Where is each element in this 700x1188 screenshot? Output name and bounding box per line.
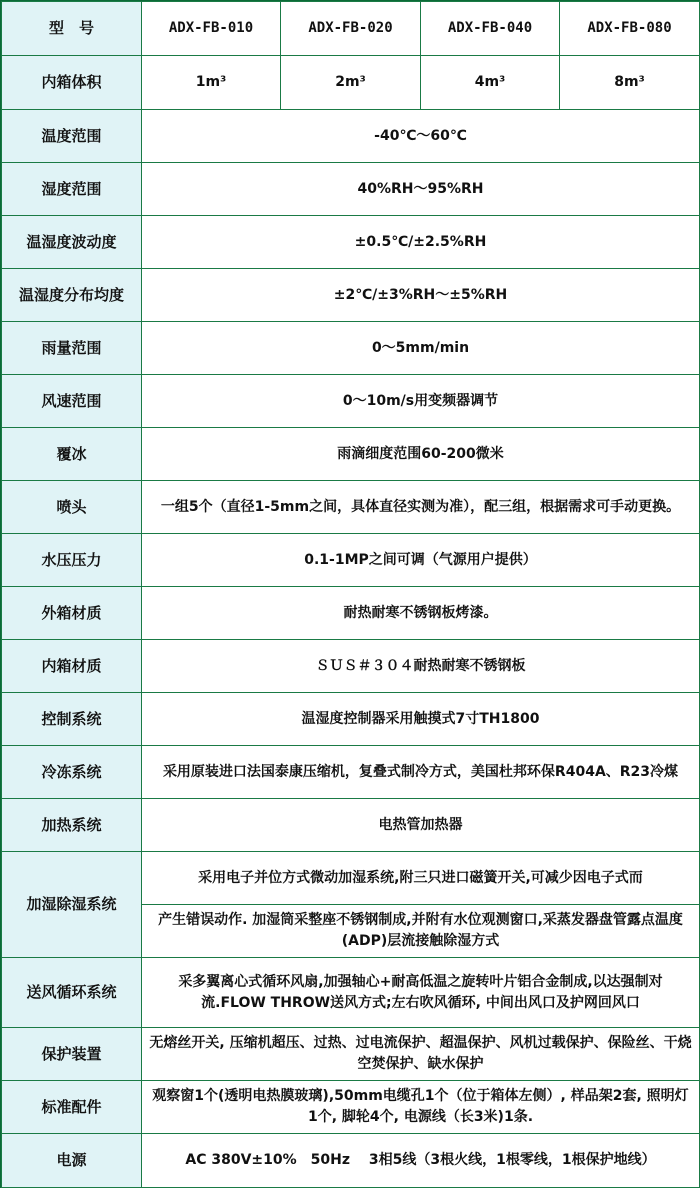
spec-value: 一组5个（直径1-5mm之间，具体直径实测为准），配三组，根据需求可手动更换。 — [142, 481, 700, 534]
spec-row — [2, 534, 700, 587]
spec-value: 无熔丝开关, 压缩机超压、过热、过电流保护、超温保护、风机过载保护、保险丝、干烧空焚保护、缺水保护 — [142, 1028, 700, 1081]
spec-value: ±2℃/±3%RH～±5%RH — [142, 269, 700, 322]
spec-label: 外箱材质 — [2, 587, 142, 640]
spec-label: 冷冻系统 — [2, 746, 142, 799]
spec-value: 40%RH～95%RH — [142, 163, 700, 216]
spec-label: 保护装置 — [2, 1028, 142, 1081]
spec-label: 标准配件 — [2, 1081, 142, 1134]
spec-label: 湿度范围 — [2, 163, 142, 216]
spec-value: 雨滴细度范围60-200微米 — [142, 428, 700, 481]
model-cell: ADX-FB-020 — [281, 2, 421, 56]
spec-value: 观察窗1个(透明电热膜玻璃),50mm电缆孔1个（位于箱体左侧）, 样品架2套, 照明灯1个, 脚轮4个, 电源线（长3米)1条. — [142, 1081, 700, 1134]
spec-row — [2, 110, 700, 163]
spec-label: 内箱材质 — [2, 640, 142, 693]
spec-value: ＳＵＳ＃３０４耐热耐寒不锈钢板 — [142, 640, 700, 693]
spec-row — [2, 799, 700, 852]
spec-row — [2, 693, 700, 746]
spec-label: 温度范围 — [2, 110, 142, 163]
spec-label: 风速范围 — [2, 375, 142, 428]
volume-row — [2, 56, 700, 110]
spec-row — [2, 640, 700, 693]
spec-row — [2, 1028, 700, 1081]
volume-cell: 2m³ — [281, 56, 421, 110]
spec-label: 温湿度波动度 — [2, 216, 142, 269]
spec-row — [2, 958, 700, 1028]
model-cell: ADX-FB-080 — [560, 2, 700, 56]
spec-value: 耐热耐寒不锈钢板烤漆。 — [142, 587, 700, 640]
spec-row — [2, 1081, 700, 1134]
spec-row — [2, 746, 700, 799]
model-cell: ADX-FB-010 — [142, 2, 281, 56]
spec-table — [1, 1, 700, 1188]
spec-value: AC 380V±10% 50Hz 3相5线（3根火线，1根零线，1根保护地线） — [142, 1134, 700, 1188]
spec-value: 温湿度控制器采用触摸式7寸TH1800 — [142, 693, 700, 746]
header-row — [2, 2, 700, 56]
volume-cell: 4m³ — [421, 56, 560, 110]
spec-label: 雨量范围 — [2, 322, 142, 375]
humid-row-1 — [2, 852, 700, 905]
spec-label: 喷头 — [2, 481, 142, 534]
spec-value: 0.1-1MP之间可调（气源用户提供） — [142, 534, 700, 587]
humid-value-2: 产生错误动作. 加湿筒采整座不锈钢制成,并附有水位观测窗口,采蒸发器盘管露点温度(ADP)层流接触除湿方式 — [142, 905, 700, 958]
spec-row — [2, 375, 700, 428]
volume-label: 内箱体积 — [2, 56, 142, 110]
spec-value: 电热管加热器 — [142, 799, 700, 852]
spec-row — [2, 1134, 700, 1188]
spec-row — [2, 163, 700, 216]
volume-cell: 1m³ — [142, 56, 281, 110]
spec-value: ±0.5℃/±2.5%RH — [142, 216, 700, 269]
spec-label: 控制系统 — [2, 693, 142, 746]
humid-value-1: 采用电子并位方式微动加湿系统,附三只进口磁簧开关,可减少因电子式而 — [142, 852, 700, 905]
humid-label: 加湿除湿系统 — [2, 852, 142, 958]
spec-label: 水压压力 — [2, 534, 142, 587]
volume-cell: 8m³ — [560, 56, 700, 110]
spec-label: 加热系统 — [2, 799, 142, 852]
spec-value: 采多翼离心式循环风扇,加强轴心+耐高低温之旋转叶片铝合金制成,以达强制对流.FLOW THROW送风方式;左右吹风循环, 中间出风口及护网回风口 — [142, 958, 700, 1028]
spec-label: 温湿度分布均度 — [2, 269, 142, 322]
spec-label: 覆冰 — [2, 428, 142, 481]
spec-value: 采用原装进口法国泰康压缩机，复叠式制冷方式，美国杜邦环保R404A、R23冷煤 — [142, 746, 700, 799]
spec-value: 0～10m/s用变频器调节 — [142, 375, 700, 428]
spec-row — [2, 428, 700, 481]
spec-row — [2, 216, 700, 269]
spec-label: 电源 — [2, 1134, 142, 1188]
model-cell: ADX-FB-040 — [421, 2, 560, 56]
spec-value: 0～5mm/min — [142, 322, 700, 375]
spec-row — [2, 322, 700, 375]
spec-label: 送风循环系统 — [2, 958, 142, 1028]
spec-row — [2, 587, 700, 640]
model-label: 型 号 — [2, 2, 142, 56]
spec-value: -40℃～60℃ — [142, 110, 700, 163]
spec-row — [2, 481, 700, 534]
spec-row — [2, 269, 700, 322]
